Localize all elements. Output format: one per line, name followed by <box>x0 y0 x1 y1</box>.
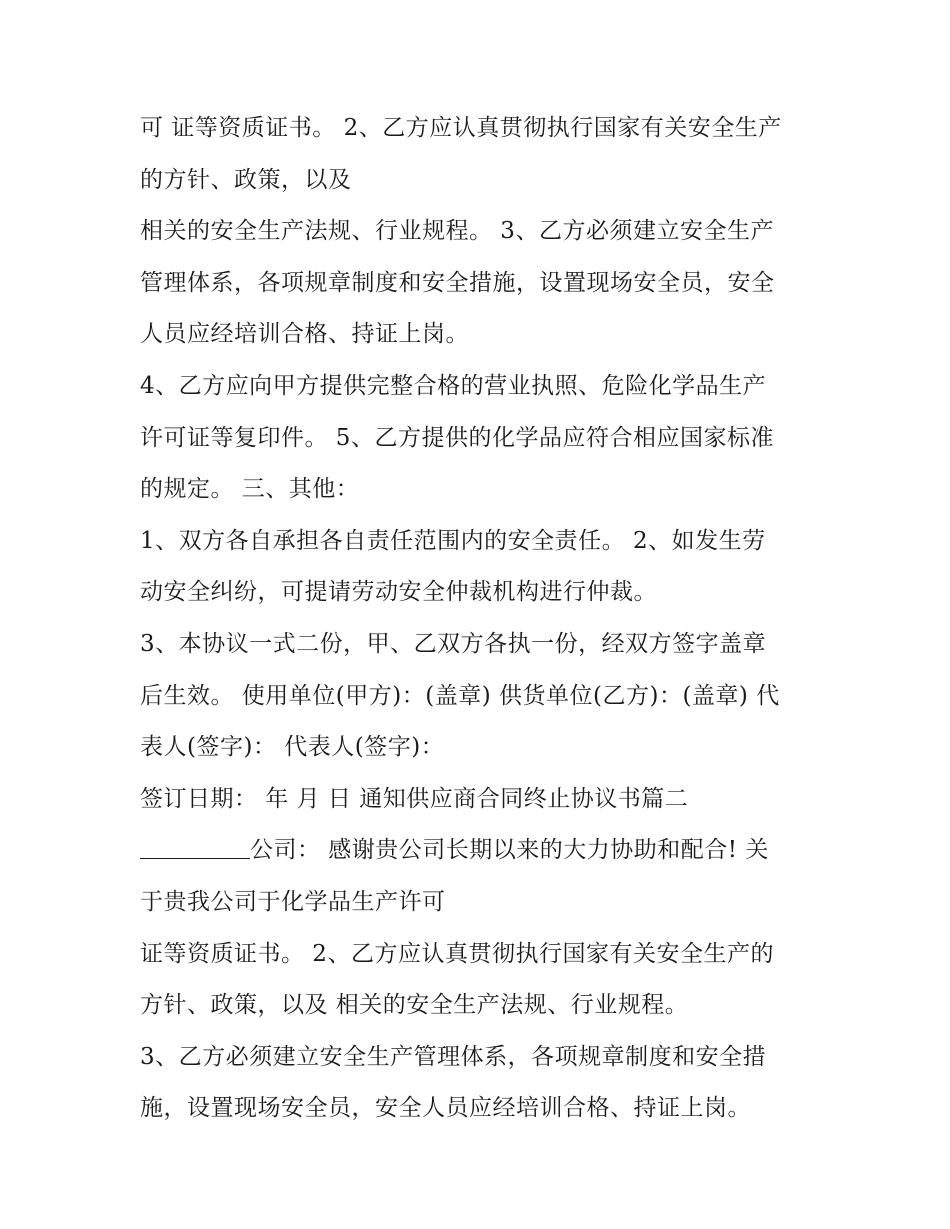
text-line: 人员应经培训合格、持证上岗。 <box>140 321 469 348</box>
text-line: 公司： 感谢贵公司长期以来的大力协助和配合! 关 <box>250 837 769 864</box>
fill-in-blank <box>140 828 250 859</box>
text-line: 管理体系，各项规章制度和安全措施，设置现场安全员，安全 <box>140 269 775 296</box>
text-line: 后生效。 使用单位(甲方)：(盖章) 供货单位(乙方)：(盖章) 代 <box>140 682 780 709</box>
document-body <box>140 103 820 1135</box>
text-line: 相关的安全生产法规、行业规程。 3、乙方必须建立安全生产 <box>140 218 774 245</box>
text-line: 动安全纠纷，可提请劳动安全仲裁机构进行仲裁。 <box>140 579 657 606</box>
text-line: 的规定。 三、其他： <box>140 476 360 503</box>
text-line: 证等资质证书。 2、乙方应认真贯彻执行国家有关安全生产的 <box>140 940 774 967</box>
text-line: 3、乙方必须建立安全生产管理体系，各项规章制度和安全措 <box>140 1043 767 1070</box>
text-line: 4、乙方应向甲方提供完整合格的营业执照、危险化学品生产 <box>140 372 767 399</box>
text-line: 1、双方各自承担各自责任范围内的安全责任。 2、如发生劳 <box>140 527 766 554</box>
text-line: 许可证等复印件。 5、乙方提供的化学品应符合相应国家标准 <box>140 424 774 451</box>
text-line: 可 证等资质证书。 2、乙方应认真贯彻执行国家有关安全生产 <box>140 115 782 141</box>
text-line: 施，设置现场安全员，安全人员应经培训合格、持证上岗。 <box>140 1095 751 1122</box>
text-line: 方针、政策，以及 相关的安全生产法规、行业规程。 <box>140 992 689 1019</box>
text-line: 于贵我公司于化学品生产许可 <box>140 888 446 915</box>
text-line-with-blank <box>140 825 820 877</box>
text-line: 3、本协议一式二份，甲、乙双方各执一份，经双方签字盖章 <box>140 630 767 657</box>
text-line: 签订日期： 年 月 日 通知供应商合同终止协议书篇二 <box>140 785 689 812</box>
text-line: 表人(签字)： 代表人(签字)： <box>140 734 445 761</box>
text-line: 的方针、政策，以及 <box>140 166 352 193</box>
